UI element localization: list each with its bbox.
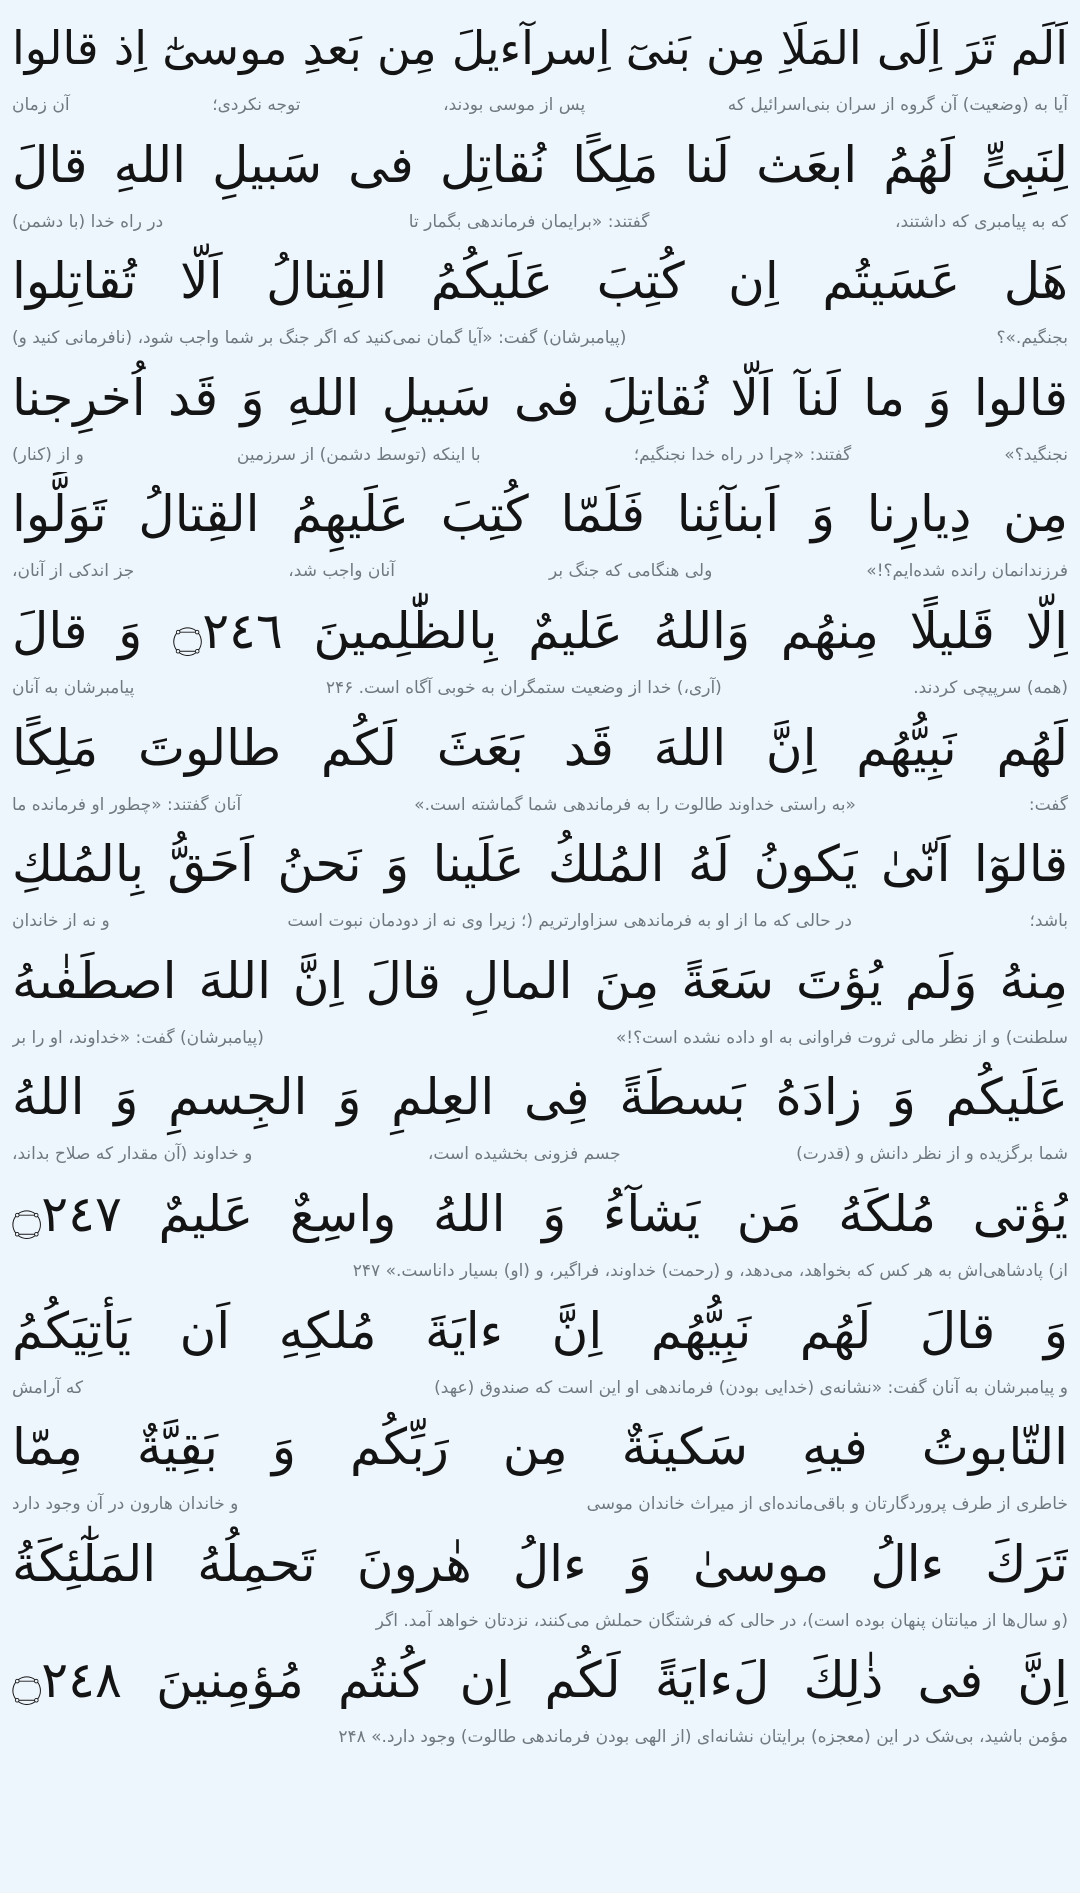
translation-segment: پس از موسی بودند، [443,95,586,115]
verse-line [12,1289,1068,1406]
persian-translation [12,906,1068,936]
persian-translation [12,1373,1068,1403]
verse-line [12,472,1068,589]
translation-segment: شما برگزیده و از نظر دانش و (قدرت) [796,1144,1068,1165]
arabic-verse-text: تَرَكَ ءالُ موسیٰ وَ ءالُ هٰرونَ تَحمِلُهُ المَلٰٓئِكَةُ [12,1534,1068,1593]
arabic-verse-text: قالوٓا اَنّیٰ یَكونُ لَهُ المُلكُ عَلَینا وَ نَحنُ اَحَقُّ بِالمُلكِ [12,835,1068,894]
persian-translation [12,207,1068,237]
arabic-verse-text: مِنهُ وَلَم یُؤتَ سَعَةً مِنَ المالِ قالَ اِنَّ اللهَ اصطَفٰىهُ [12,951,1068,1010]
persian-translation [12,790,1068,820]
translation-segment: از) پادشاهی‌اش به هر کس که بخواهد، می‌دهد، و (رحمت) خداوند، فراگیر، و (او) بسیار داناست.» ۲۴۷ [352,1260,1068,1281]
translation-segment: در حالی که ما از او به فرماندهی سزاوارتریم (؛ زیرا وی نه از دودمان نبوت است [287,911,852,932]
persian-translation [12,1722,1068,1752]
translation-segment: «به راستی خداوند طالوت را به فرماندهی شما گماشته است.» [414,794,856,815]
verse-line [12,1522,1068,1639]
verse-line [12,1055,1068,1172]
arabic-verse-text: لَهُم نَبِیُّهُم اِنَّ اللهَ قَد بَعَثَ لَكُم طالوتَ مَلِكًا [12,718,1068,777]
translation-segment: آن زمان [12,95,70,115]
translation-segment: با اینکه (توسط دشمن) از سرزمین [236,444,481,465]
arabic-verse-text: وَ قالَ لَهُم نَبِیُّهُم اِنَّ ءایَةَ مُلكِهِ اَن یَأتِیَكُمُ [12,1301,1068,1360]
persian-translation [12,1606,1068,1636]
translation-segment: و خاندان هارون در آن وجود دارد [12,1494,239,1515]
translation-segment: (پیامبرشان) گفت: «آیا گمان نمی‌کنید که اگر جنگ بر شما واجب شود، (نافرمانی کنید و) [12,328,627,349]
arabic-verse-text: مِن دِیارِنا وَ اَبنآئِنا فَلَمّا كُتِبَ عَلَیهِمُ القِتالُ تَوَلَّوا [12,485,1068,544]
translation-segment: آنان گفتند: «چطور او فرمانده ما [12,794,242,815]
persian-translation [12,673,1068,703]
translation-segment: ولی هنگامی که جنگ بر [549,561,713,582]
translation-segment: در راه خدا (با دشمن) [12,211,164,232]
persian-translation [12,323,1068,353]
persian-translation [12,1256,1068,1286]
verse-line [12,1638,1068,1755]
translation-segment: آنان واجب شد، [288,561,395,582]
arabic-verse-text: اَلَم تَرَ اِلَی المَلَاِ مِن بَنیٓ اِسرآءیلَ مِن بَعدِ موسیٰٓ اِذ قالوا [12,21,1068,75]
translation-segment: که به پیامبری که داشتند، [894,211,1068,232]
translation-segment: مؤمن باشید، بی‌شک در این (معجزه) برایتان نشانه‌ای (از الهی بودن فرماندهی طالوت) وجود دارد.» ۲۴۸ [338,1727,1068,1748]
translation-segment: و پیامبرشان به آنان گفت: «نشانه‌ی (خدایی بودن) فرماندهی او این است که صندوق (عهد) [434,1377,1068,1398]
verse-line [12,822,1068,939]
arabic-verse-text: اِنَّ فی ذٰلِكَ لَءایَةً لَكُم اِن كُنتُم مُؤمِنینَ ۝٢٤٨ [12,1651,1068,1710]
translation-segment: (آری،) خدا از وضعیت ستمگران به خوبی آگاه است. ۲۴۶ [325,677,722,698]
verse-line [12,706,1068,823]
verse-line [12,239,1068,356]
translation-segment: گفتند: «چرا در راه خدا نجنگیم؛ [633,444,852,465]
translation-segment: آیا به (وضعیت) آن گروه از سران بنی‌اسرائیل که [727,95,1068,115]
translation-segment: (همه) سرپیچی کردند. [913,677,1068,698]
translation-segment: توجه نکردی؛ [212,95,301,115]
arabic-verse-text: قالوا وَ ما لَنآ اَلّا نُقاتِلَ فی سَبیلِ اللهِ وَ قَد اُخرِجنا [12,368,1068,427]
verse-line [12,1405,1068,1522]
verse-line [12,939,1068,1056]
arabic-verse-text: عَلَیكُم وَ زادَهُ بَسطَةً فِی العِلمِ وَ الجِسمِ وَ اللهُ [12,1068,1068,1127]
translation-segment: که آرامش [12,1377,84,1398]
translation-segment: و از (کنار) [12,444,84,465]
persian-translation [12,1489,1068,1519]
verse-line [12,123,1068,240]
arabic-verse-text: یُؤتی مُلكَهُ مَن یَشآءُ وَ اللهُ واسِعٌ عَلیمٌ ۝٢٤٧ [12,1184,1068,1243]
translation-segment: گفتند: «برایمان فرماندهی بگمار تا [408,211,650,232]
translation-segment: (پیامبرشان) گفت: «خداوند، او را بر [12,1027,264,1048]
persian-translation [12,556,1068,586]
persian-translation [12,1139,1068,1169]
translation-segment: خاطری از طرف پروردگارتان و باقی‌مانده‌ای از میراث خاندان موسی [586,1494,1068,1515]
translation-segment: جز اندکی از آنان، [12,561,135,582]
arabic-verse-text: اِلّا قَلیلًا مِنهُم وَاللهُ عَلیمٌ بِالظّٰلِمینَ ۝٢٤٦ وَ قالَ [12,601,1068,660]
translation-segment: پیامبرشان به آنان [12,677,135,698]
translation-segment: بجنگیم.»؟ [996,328,1068,349]
arabic-verse-text: لِنَبِیٍّ لَهُمُ ابعَث لَنا مَلِكًا نُقاتِل فی سَبیلِ اللهِ قالَ [12,135,1068,194]
translation-segment: گفت: [1028,794,1068,815]
persian-translation [12,440,1068,470]
verse-line [12,356,1068,473]
verse-line [12,6,1068,123]
verse-line [12,589,1068,706]
translation-segment: نجنگید؟» [1004,444,1068,465]
persian-translation [12,90,1068,120]
translation-segment: فرزندانمان رانده شده‌ایم؟!» [866,561,1068,582]
translation-segment: سلطنت) و از نظر مالی ثروت فراوانی به او داده نشده است؟!» [615,1027,1068,1048]
verse-line [12,1172,1068,1289]
persian-translation [12,1023,1068,1053]
translation-segment: و خداوند (آن مقدار که صلاح بداند، [12,1144,253,1165]
arabic-verse-text: التّابوتُ فیهِ سَكینَةٌ مِن رَبِّكُم وَ بَقِیَّةٌ مِمّا [12,1418,1068,1477]
translation-segment: باشد؛ [1029,911,1068,932]
arabic-verse-text: هَل عَسَیتُم اِن كُتِبَ عَلَیكُمُ القِتالُ اَلّا تُقاتِلوا [12,252,1068,311]
translation-segment: و نه از خاندان [12,911,110,932]
translation-segment: جسم فزونی بخشیده است، [427,1144,621,1165]
translation-segment: (و سال‌ها از میانتان پنهان بوده است)، در حالی که فرشتگان حملش می‌کنند، نزدتان خواهد آمد. اگر [375,1610,1068,1631]
